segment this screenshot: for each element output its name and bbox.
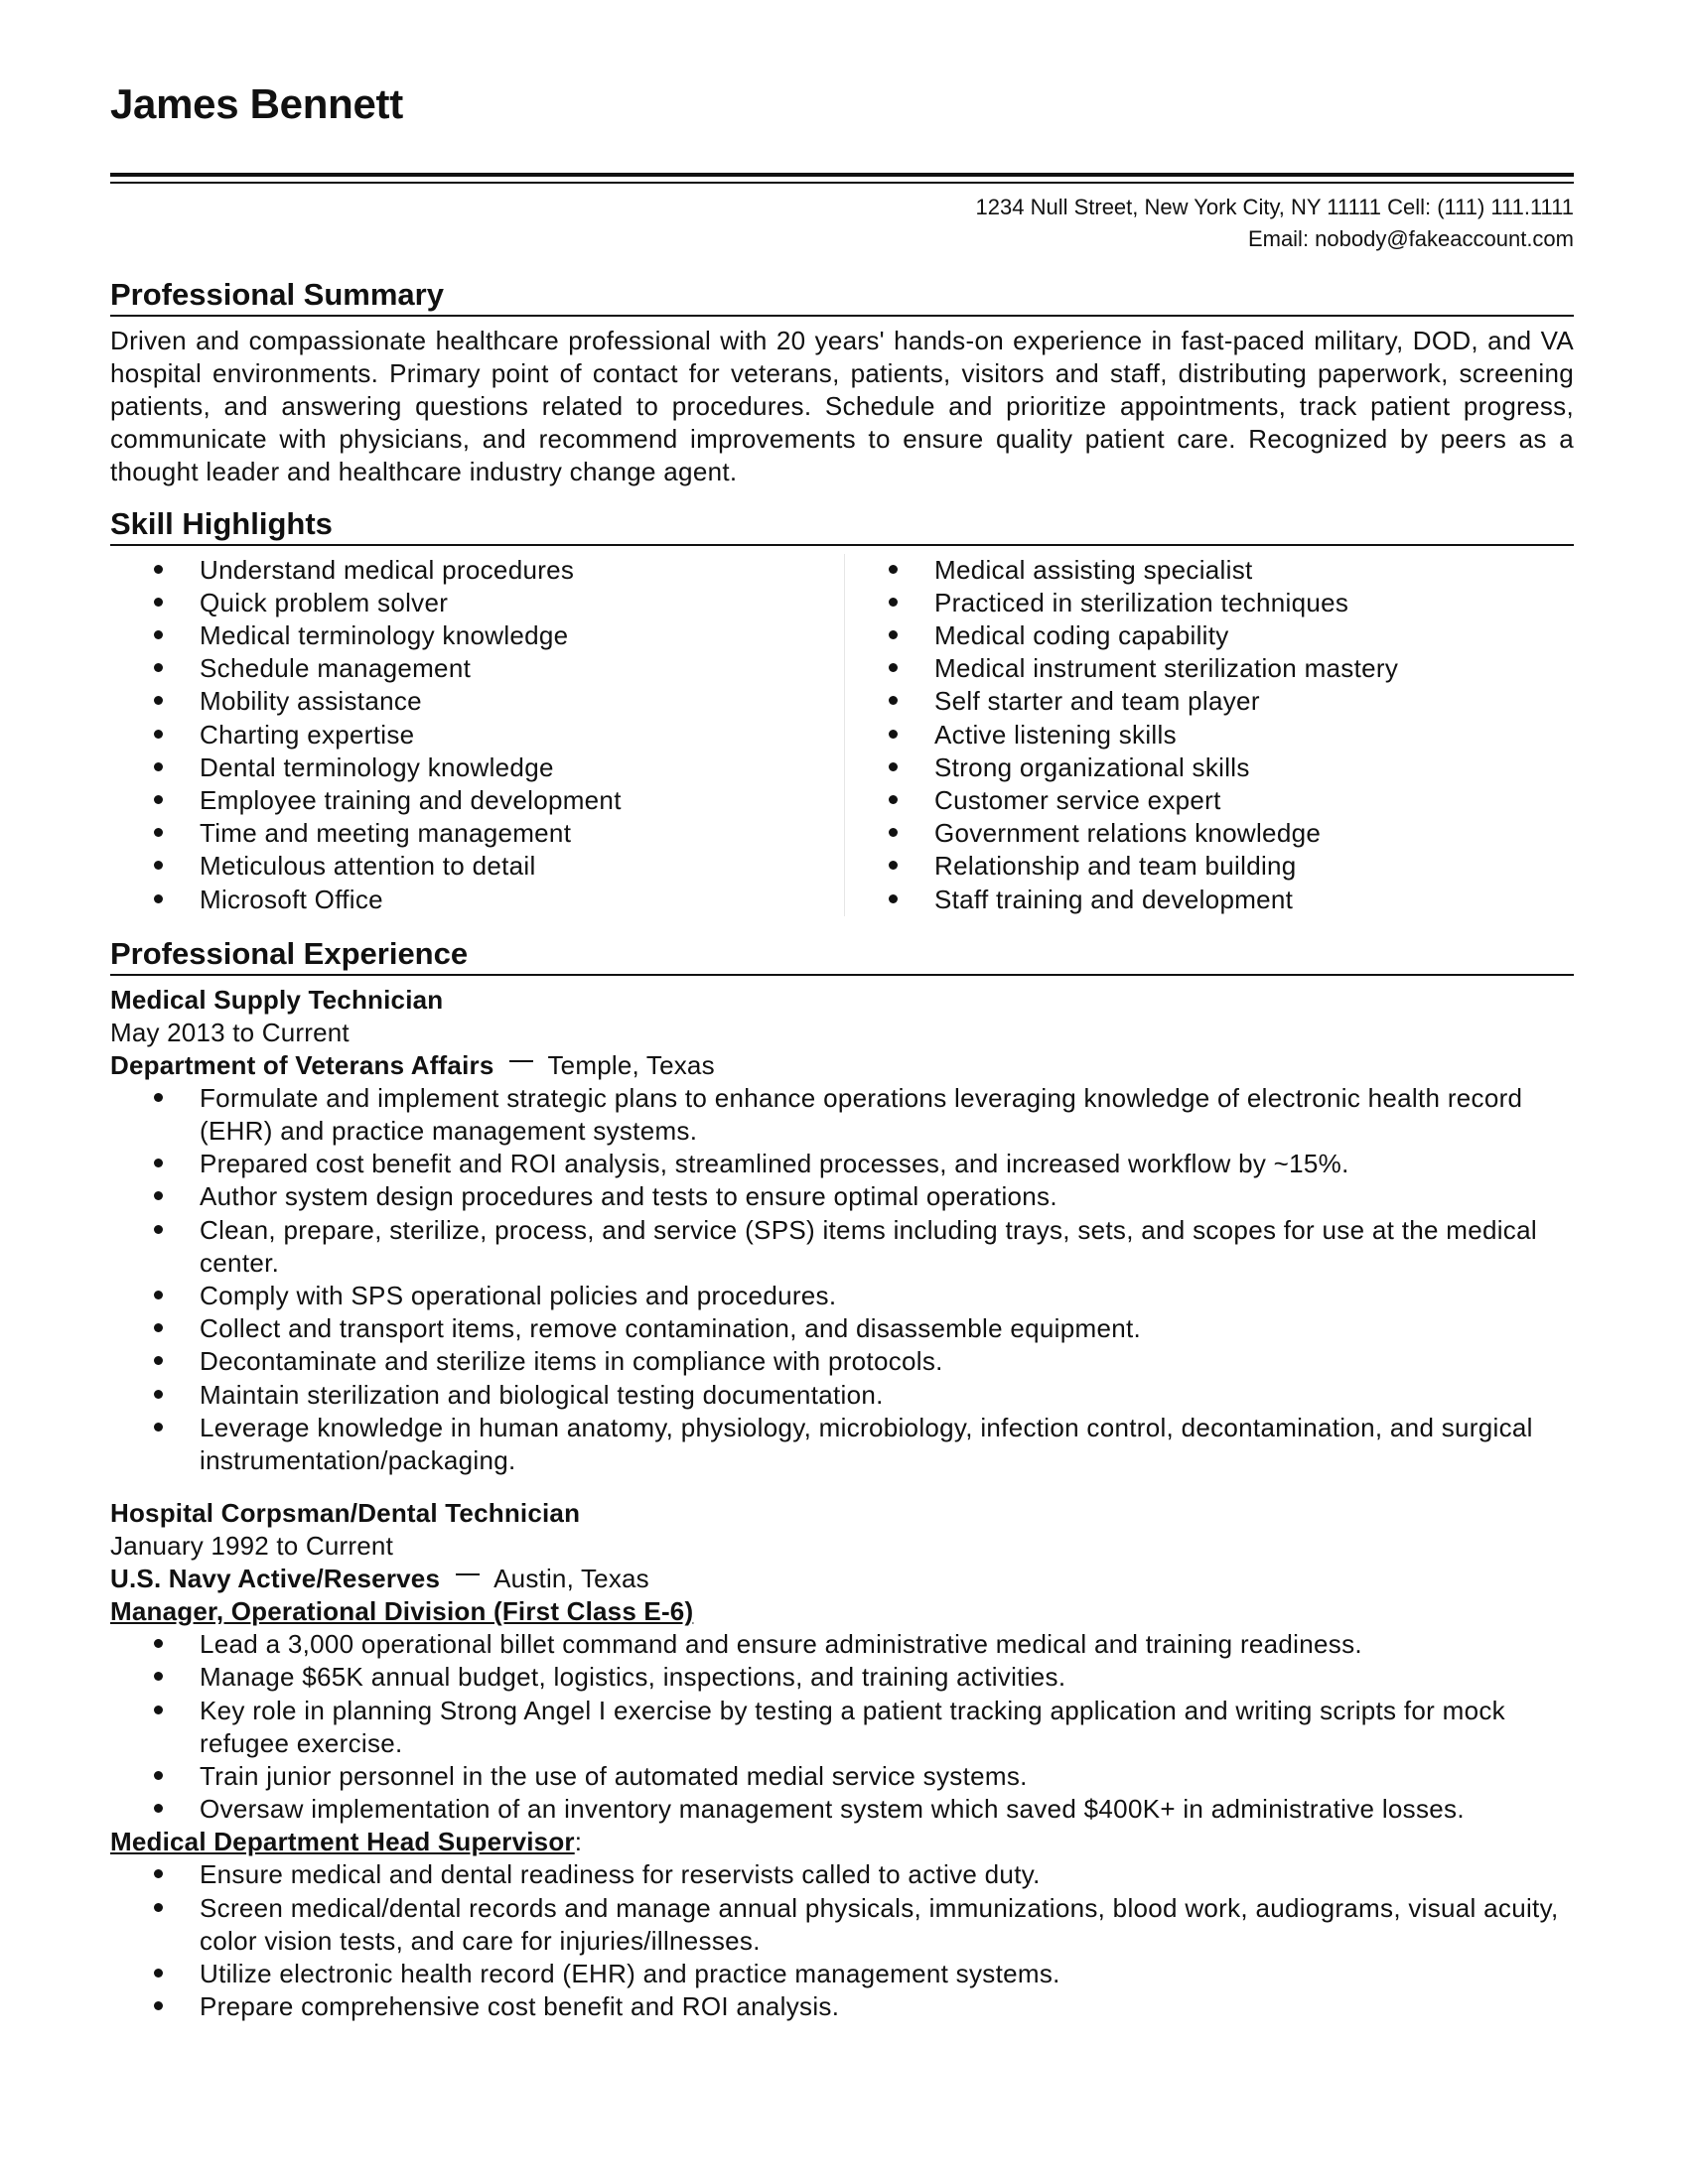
job-dates: May 2013 to Current <box>110 1017 350 1047</box>
skill-item: Employee training and development <box>150 784 844 817</box>
duty-item: Screen medical/dental records and manage annual physicals, immunizations, blood work, audiograms, visual acuity, color vision tests, and care for injuries/illnesses. <box>150 1892 1574 1958</box>
skill-item: Staff training and development <box>885 884 1398 916</box>
job-employer-line <box>110 1049 1574 1082</box>
role-title: Manager, Operational Division (First Class E-6) <box>110 1596 694 1627</box>
job-title: Hospital Corpsman/Dental Technician <box>110 1498 581 1529</box>
summary-text: Driven and compassionate healthcare professional with 20 years' hands-on experience in fast-paced military, DOD, and VA hospital environments. Primary point of contact for veterans, patients, visitors and staff, distributing paperwork, screening patients, and answering questions related to procedures. Schedule and prioritize appointments, track patient progress, communicate with physicians, and recommend improvements to ensure quality patient care. Recognized by peers as a thought leader and healthcare industry change agent. <box>110 325 1574 486</box>
contact-address: 1234 Null Street, New York City, NY 11111 Cell: (111) 111.1111 <box>975 194 1574 219</box>
skill-item: Medical assisting specialist <box>885 554 1398 587</box>
job-location: Austin, Texas <box>493 1564 649 1594</box>
header-divider-thin <box>110 182 1574 184</box>
skill-item: Government relations knowledge <box>885 817 1398 850</box>
duty-item: Train junior personnel in the use of automated medial service systems. <box>150 1760 1574 1793</box>
header-divider-thick <box>110 173 1574 177</box>
duty-item: Author system design procedures and tests to ensure optimal operations. <box>150 1180 1574 1213</box>
job-dates: January 1992 to Current <box>110 1531 393 1562</box>
skill-item: Meticulous attention to detail <box>150 850 844 883</box>
job-entry-2 <box>110 1497 1574 2023</box>
skill-item: Self starter and team player <box>885 685 1398 718</box>
skills-right-column <box>845 554 1398 916</box>
role-title-suffix: : <box>574 1827 583 1857</box>
skill-item: Medical terminology knowledge <box>150 619 844 652</box>
duty-item: Oversaw implementation of an inventory management system which saved $400K+ in administrative losses. <box>150 1793 1574 1826</box>
skills-heading: Skill Highlights <box>110 504 1574 546</box>
duty-item: Collect and transport items, remove contamination, and disassemble equipment. <box>150 1312 1574 1345</box>
duty-item: Formulate and implement strategic plans to enhance operations leveraging knowledge of electronic health record (EHR) and practice management systems. <box>150 1082 1574 1148</box>
job-duties <box>110 1082 1574 1477</box>
skill-item: Medical instrument sterilization mastery <box>885 652 1398 685</box>
duty-item: Comply with SPS operational policies and procedures. <box>150 1280 1574 1312</box>
skill-item: Practiced in sterilization techniques <box>885 587 1398 619</box>
separator-dash <box>509 1060 533 1062</box>
skill-item: Understand medical procedures <box>150 554 844 587</box>
role-title-line <box>110 1826 1574 1858</box>
job-title: Medical Supply Technician <box>110 984 444 1015</box>
job-employer-line <box>110 1563 1574 1595</box>
duty-item: Manage $65K annual budget, logistics, inspections, and training activities. <box>150 1661 1574 1694</box>
contact-email: Email: nobody@fakeaccount.com <box>1247 225 1574 251</box>
duty-item: Decontaminate and sterilize items in compliance with protocols. <box>150 1345 1574 1378</box>
skill-item: Microsoft Office <box>150 884 844 916</box>
job-entry-1 <box>110 984 1574 1477</box>
skill-item: Active listening skills <box>885 719 1398 751</box>
duty-item: Maintain sterilization and biological testing documentation. <box>150 1379 1574 1412</box>
skill-item: Relationship and team building <box>885 850 1398 883</box>
duty-item: Clean, prepare, sterilize, process, and service (SPS) items including trays, sets, and scopes for use at the medical center. <box>150 1214 1574 1280</box>
skill-item: Strong organizational skills <box>885 751 1398 784</box>
duty-item: Prepare comprehensive cost benefit and ROI analysis. <box>150 1990 1574 2023</box>
duty-item: Key role in planning Strong Angel I exercise by testing a patient tracking application and writing scripts for mock refugee exercise. <box>150 1695 1574 1760</box>
skills-grid <box>110 554 1574 916</box>
duty-item: Lead a 3,000 operational billet command and ensure administrative medical and training readiness. <box>150 1628 1574 1661</box>
duty-item: Leverage knowledge in human anatomy, physiology, microbiology, infection control, decontamination, and surgical instrumentation/packaging. <box>150 1412 1574 1477</box>
job-employer: Department of Veterans Affairs <box>110 1049 494 1080</box>
contact-block <box>110 192 1574 255</box>
skill-item: Medical coding capability <box>885 619 1398 652</box>
role-duties <box>110 1628 1574 1826</box>
job-location: Temple, Texas <box>547 1049 715 1080</box>
skills-left-column <box>110 554 845 916</box>
skill-item: Time and meeting management <box>150 817 844 850</box>
duty-item: Ensure medical and dental readiness for reservists called to active duty. <box>150 1858 1574 1891</box>
resume-page <box>110 79 1574 2023</box>
skill-item: Customer service expert <box>885 784 1398 817</box>
summary-heading: Professional Summary <box>110 275 1574 317</box>
duty-item: Prepared cost benefit and ROI analysis, streamlined processes, and increased workflow by ~15%. <box>150 1148 1574 1180</box>
job-employer: U.S. Navy Active/Reserves <box>110 1564 441 1594</box>
skill-item: Mobility assistance <box>150 685 844 718</box>
skill-item: Quick problem solver <box>150 587 844 619</box>
separator-dash <box>456 1573 480 1575</box>
experience-heading: Professional Experience <box>110 934 1574 976</box>
role-duties <box>110 1858 1574 2023</box>
candidate-name: James Bennett <box>110 80 403 127</box>
skill-item: Dental terminology knowledge <box>150 751 844 784</box>
duty-item: Utilize electronic health record (EHR) and practice management systems. <box>150 1958 1574 1990</box>
skill-item: Charting expertise <box>150 719 844 751</box>
role-title: Medical Department Head Supervisor <box>110 1827 575 1857</box>
skill-item: Schedule management <box>150 652 844 685</box>
